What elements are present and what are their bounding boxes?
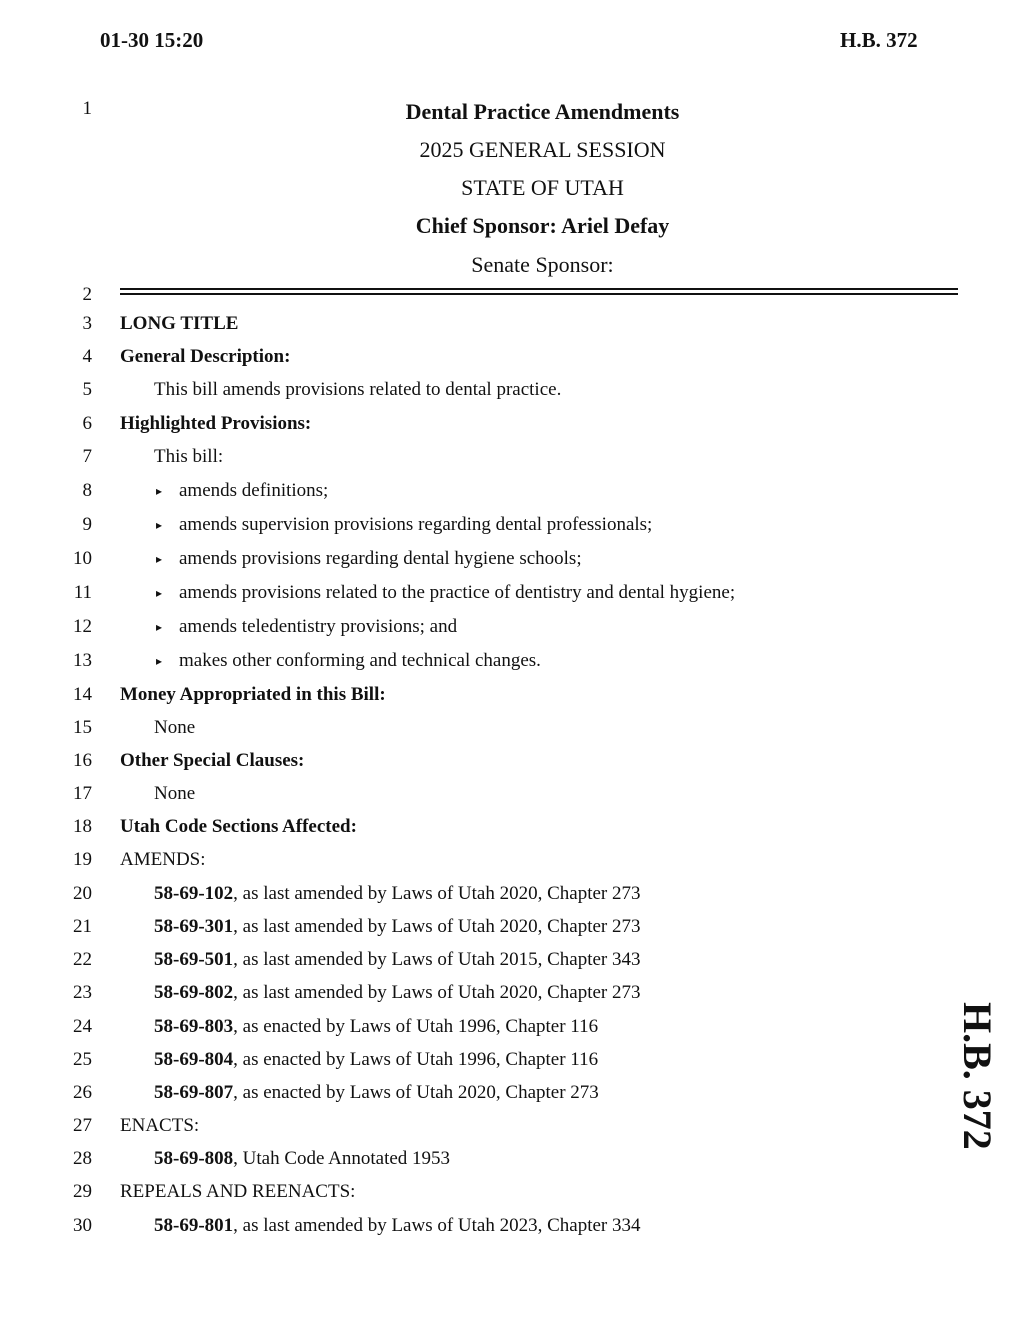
code-section-entry	[154, 982, 641, 1004]
general-description-text: This bill amends provisions related to dental practice.	[154, 379, 562, 400]
chief-sponsor: Chief Sponsor: Ariel Defay	[415, 213, 670, 238]
side-bill-label: H.B. 372	[955, 1002, 1000, 1150]
line-number: 21	[73, 916, 92, 937]
section-number: 58-69-807	[154, 1082, 234, 1103]
senate-sponsor: Senate Sponsor:	[471, 252, 614, 277]
section-note: , as enacted by Laws of Utah 1996, Chapter 116	[233, 1016, 599, 1037]
enacts-label: ENACTS:	[120, 1115, 200, 1136]
line-number: 17	[73, 783, 92, 804]
section-note: , as last amended by Laws of Utah 2023, Chapter 334	[233, 1215, 641, 1236]
line-number: 1	[82, 98, 92, 119]
line-number: 3	[82, 313, 92, 334]
bullet-icon: ▸	[156, 620, 163, 634]
provision-item: amends provisions related to the practice of dentistry and dental hygiene;	[179, 582, 736, 603]
code-section-entry	[154, 916, 641, 938]
code-section-entry	[154, 1082, 599, 1104]
state-label: STATE OF UTAH	[461, 175, 624, 200]
amends-label: AMENDS:	[120, 849, 206, 870]
line-number: 13	[73, 650, 92, 671]
code-section-entry	[154, 1215, 641, 1237]
section-note: , as enacted by Laws of Utah 2020, Chapter 273	[233, 1082, 599, 1103]
line-number: 9	[82, 514, 92, 535]
bullet-icon: ▸	[156, 654, 163, 668]
line-number: 19	[73, 849, 92, 870]
line-number: 28	[73, 1148, 92, 1169]
header-timestamp: 01-30 15:20	[100, 28, 204, 52]
line-number: 10	[73, 548, 92, 569]
line-number: 20	[73, 883, 92, 904]
line-number: 23	[73, 982, 92, 1003]
money-heading: Money Appropriated in this Bill:	[120, 684, 386, 705]
double-rule-top	[120, 288, 958, 290]
line-number: 4	[82, 346, 92, 367]
line-number: 29	[73, 1181, 92, 1202]
provision-item: amends definitions;	[179, 480, 329, 501]
section-number: 58-69-102	[154, 883, 234, 904]
section-note: , as last amended by Laws of Utah 2015, Chapter 343	[233, 949, 641, 970]
section-number: 58-69-808	[154, 1148, 234, 1169]
code-sections-heading: Utah Code Sections Affected:	[120, 816, 357, 837]
line-number: 15	[73, 717, 92, 738]
provision-item: amends teledentistry provisions; and	[179, 616, 458, 637]
line-number: 6	[82, 413, 92, 434]
line-number: 18	[73, 816, 92, 837]
line-number: 30	[73, 1215, 92, 1236]
line-number: 11	[73, 582, 92, 603]
code-section-entry	[154, 1016, 598, 1038]
code-section-entry	[154, 1148, 450, 1170]
section-number: 58-69-803	[154, 1016, 234, 1037]
section-note: , as last amended by Laws of Utah 2020, Chapter 273	[233, 982, 641, 1003]
highlighted-provisions-heading: Highlighted Provisions:	[120, 413, 312, 434]
session-label: 2025 GENERAL SESSION	[419, 137, 666, 162]
line-number: 27	[73, 1115, 92, 1136]
line-number: 8	[82, 480, 92, 501]
line-number: 12	[73, 616, 92, 637]
money-value: None	[154, 717, 196, 738]
double-rule-bottom	[120, 293, 958, 295]
code-section-entry	[154, 1049, 598, 1071]
line-number: 26	[73, 1082, 92, 1103]
code-section-entry	[154, 949, 641, 971]
section-number: 58-69-501	[154, 949, 234, 970]
line-number: 14	[73, 684, 92, 705]
line-number: 25	[73, 1049, 92, 1070]
line-number: 5	[82, 379, 92, 400]
section-number: 58-69-802	[154, 982, 234, 1003]
line-number: 16	[73, 750, 92, 771]
provision-item: amends supervision provisions regarding dental professionals;	[179, 514, 653, 535]
section-note: , as enacted by Laws of Utah 1996, Chapter 116	[233, 1049, 599, 1070]
line-number: 7	[82, 446, 92, 467]
section-number: 58-69-801	[154, 1215, 234, 1236]
bullet-icon: ▸	[156, 518, 163, 532]
bullet-icon: ▸	[156, 484, 163, 498]
bullet-icon: ▸	[156, 586, 163, 600]
provision-item: makes other conforming and technical changes.	[179, 650, 541, 671]
code-section-entry	[154, 883, 641, 905]
special-clauses-heading: Other Special Clauses:	[120, 750, 305, 771]
section-note: , as last amended by Laws of Utah 2020, Chapter 273	[233, 916, 641, 937]
provision-item: amends provisions regarding dental hygiene schools;	[179, 548, 582, 569]
section-note: , as last amended by Laws of Utah 2020, Chapter 273	[233, 883, 641, 904]
section-note: , Utah Code Annotated 1953	[233, 1148, 451, 1169]
line-number: 2	[82, 284, 92, 305]
section-number: 58-69-301	[154, 916, 234, 937]
general-description-heading: General Description:	[120, 346, 291, 367]
bill-title: Dental Practice Amendments	[405, 99, 680, 124]
repeals-label: REPEALS AND REENACTS:	[120, 1181, 356, 1202]
this-bill-label: This bill:	[154, 446, 224, 467]
header-bill-number: H.B. 372	[840, 28, 918, 52]
line-number: 22	[73, 949, 92, 970]
bullet-icon: ▸	[156, 552, 163, 566]
line-number: 24	[73, 1016, 92, 1037]
section-number: 58-69-804	[154, 1049, 234, 1070]
long-title-heading: LONG TITLE	[120, 313, 239, 334]
special-clauses-value: None	[154, 783, 196, 804]
